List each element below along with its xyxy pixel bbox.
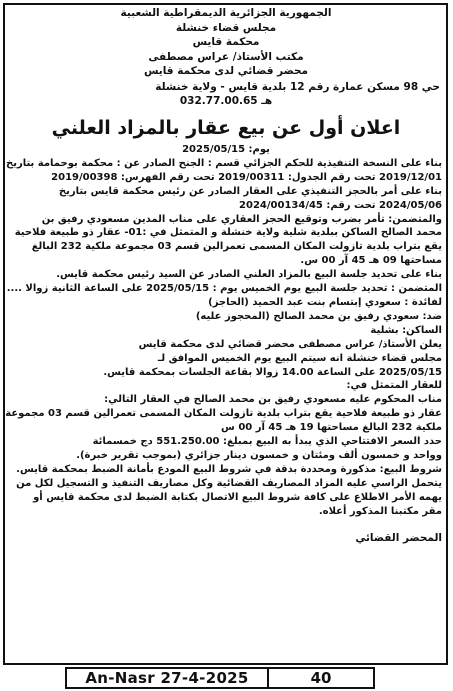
body-line: المتضمن : تحديد جلسة البيع يوم الخميس يوم : 2025/05/15 على الساعة الثانية زوالا .... — [6, 283, 442, 295]
body-line: الساكن: بشلية — [370, 324, 442, 336]
body-line: وواحد و خمسون ألف ومئتان و خمسون دينار جزائري (بموجب تقرير خبرة). — [76, 449, 442, 461]
body-line: للعقار المتمثل في: — [346, 380, 442, 392]
body-line: والمتضمن: تأمر بضرب وتوقيع الحجز العقاري على مناب المدين مسعودي رفيق بن — [41, 213, 442, 225]
body-line: محمد الصالح الساكن ببلدية شلية ولاية خنشلة و المتمثل في :01- عقار ذو طبيعة فلاحية — [14, 227, 442, 239]
body-line: ملكية 232 البالغ مساحتها 19 هـ 45 آر 00 س — [221, 422, 442, 434]
body-line: حدد السعر الافتتاحي الذي يبدأ به البيع بمبلغ: 551.250.00 دج خمسمائة — [92, 436, 442, 448]
header-line: مجلس قضاء خنشلة — [175, 21, 277, 34]
body-line: يهمه الأمر الاطلاع على كافة شروط البيع الاتصال بكتابة الضبط لدى محكمة قايس أو — [33, 491, 442, 503]
notice-date: يوم: 2025/05/15 — [182, 144, 270, 155]
body-line: يقع بتراب بلدية تازولت المكان المسمى تعمرالين قسم 03 مجموعة ملكية 232 البالغ — [31, 241, 442, 253]
bailiff-signature: المحضر القضائي — [355, 532, 442, 545]
body-line: بناء على النسخة التنفيذية للحكم الجزائي قسم : الجنح الصادر عن : محكمة بوحمامة بتاريخ — [5, 157, 442, 169]
header-line: الجمهورية الجزائرية الديمقراطية الشعبية — [120, 7, 332, 19]
publication-date: An-Nasr 27-4-2025 — [67, 669, 269, 687]
newspaper-footer — [65, 667, 375, 689]
header-line: محكمة قايس — [192, 36, 260, 48]
body-line: شروط البيع: مذكورة ومحددة بدقة في شروط البيع المودع بأمانة الضبط بمحكمة قايس. — [16, 463, 442, 475]
office-phone: 032.77.00.65 هـ — [179, 95, 273, 107]
body-line: 2024/05/06 تحت رقم: 2024/00134/45 — [239, 199, 442, 211]
body-line: مجلس قضاء خنشلة انه سيتم البيع يوم الخميس الموافق لـ — [157, 352, 442, 364]
notice-body — [5, 157, 442, 519]
notice-title: اعلان أول عن بيع عقار بالمزاد العلني — [51, 117, 401, 139]
body-line: 2025/05/15 على الساعة 14.00 زوالا بقاعة الجلسات بمحكمة قايس. — [103, 366, 442, 378]
body-line: 2019/12/01 تحت رقم الجدول: 2019/00311 تحت رقم الفهرس: 2019/00398 — [51, 171, 442, 183]
body-line: يعلن الأستاذ/ عراس مصطفى محضر قضائي لدى محكمة قايس — [138, 338, 442, 350]
body-line: مقر مكتبنا المذكور أعلاه. — [318, 505, 442, 517]
legal-notice — [5, 6, 442, 545]
header-line: محضر قضائي لدى محكمة قايس — [143, 65, 309, 77]
body-line: ضد: سعودي رفيق بن محمد الصالح (المحجوز عليه) — [195, 310, 442, 322]
header-line: مكتب الأستاذ/ عراس مصطفى — [148, 50, 304, 63]
body-line: يتحمل الراسي عليه المزاد المصاريف القضائية وكل مصاريف التنفيذ و التسجيل لكل من — [16, 477, 442, 489]
body-line: بناء على أمر بالحجز التنفيذي على العقار الصادر عن رئيس محكمة قايس بتاريخ — [58, 185, 442, 197]
body-line: مناب المحكوم عليه مسعودي رفيق بن محمد الصالح في العقار التالي: — [104, 394, 442, 406]
body-line: بناء على تحديد جلسة البيع بالمزاد العلني الصادر عن السيد رئيس محكمة قايس. — [56, 269, 442, 281]
body-line: مساحتها 09 هـ 45 آر 00 س. — [300, 255, 442, 267]
body-line: لفائدة : سعودي إبتسام بنت عبد الحميد (الحاجز) — [208, 296, 442, 308]
office-address: حي 98 مسكن عمارة رقم 12 بلدية قايس - ولاية خنشلة — [155, 80, 440, 93]
page-number: 40 — [310, 669, 332, 687]
body-line: عقار ذو طبيعة فلاحية يقع بتراب بلدية تازولت المكان المسمى تعمرالين قسم 03 مجموعة — [5, 408, 442, 420]
notice-header — [10, 6, 442, 79]
